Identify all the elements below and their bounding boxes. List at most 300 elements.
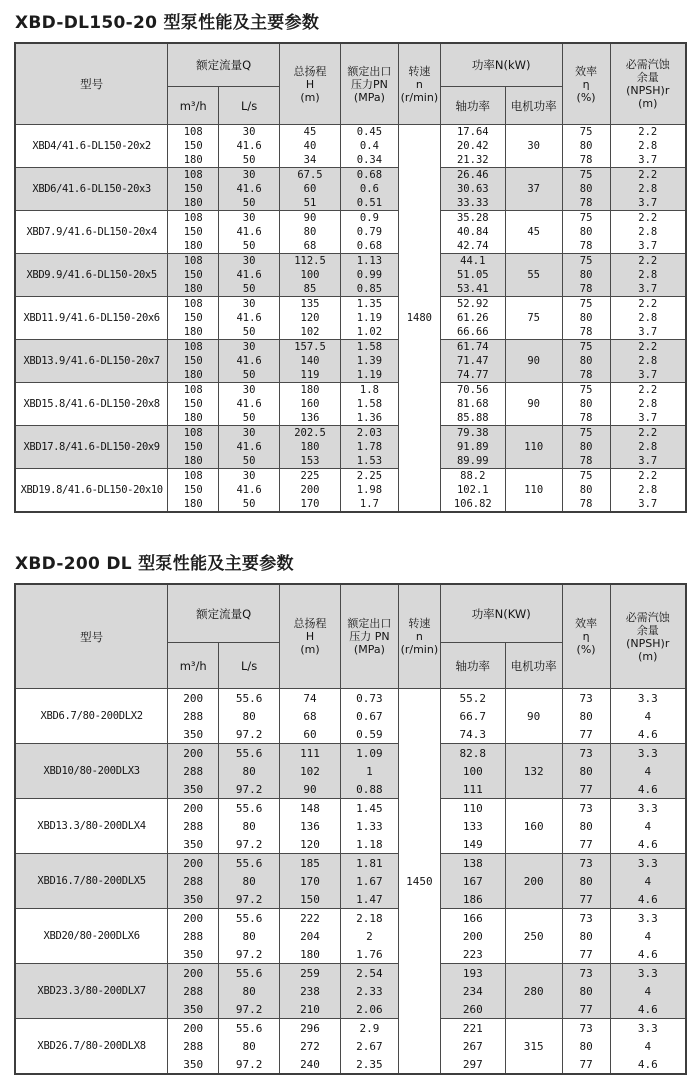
cell-shaft-power: 223 — [440, 945, 505, 964]
cell-efficiency: 73 — [562, 964, 610, 983]
cell-flow-ls: 50 — [219, 368, 280, 383]
cell-motor-power: 280 — [505, 964, 562, 1019]
cell-efficiency: 75 — [562, 168, 610, 183]
header-outlet-pressure — [340, 584, 398, 689]
cell-efficiency: 75 — [562, 469, 610, 484]
cell-flow-ls: 30 — [219, 340, 280, 355]
cell-npsh: 2.8 — [610, 440, 686, 454]
cell-flow-m3h: 200 — [168, 854, 219, 873]
header-model: 型号 — [15, 43, 168, 125]
cell-model: XBD26.7/80-200DLX8 — [15, 1019, 168, 1075]
header-npsh-line: 必需汽蚀 — [625, 58, 670, 71]
cell-flow-ls: 55.6 — [219, 799, 280, 818]
cell-efficiency: 80 — [562, 872, 610, 890]
cell-flow-ls: 80 — [219, 762, 280, 780]
header-speed-line: 转速 — [408, 64, 431, 78]
cell-outlet-pressure: 1.45 — [340, 799, 398, 818]
header-efficiency-line: η — [582, 630, 590, 643]
cell-shaft-power: 82.8 — [440, 744, 505, 763]
cell-flow-ls: 50 — [219, 239, 280, 254]
cell-efficiency: 77 — [562, 890, 610, 909]
header-outlet-pressure-line: 额定出口 — [347, 617, 392, 630]
cell-total-head: 40 — [280, 139, 341, 153]
cell-efficiency: 73 — [562, 689, 610, 708]
cell-flow-ls: 30 — [219, 125, 280, 140]
cell-outlet-pressure: 0.9 — [340, 211, 398, 226]
cell-outlet-pressure: 0.59 — [340, 725, 398, 744]
cell-flow-ls: 41.6 — [219, 268, 280, 282]
cell-flow-ls: 55.6 — [219, 909, 280, 928]
cell-model: XBD10/80-200DLX3 — [15, 744, 168, 799]
cell-npsh: 3.7 — [610, 282, 686, 297]
table-2-title: XBD-200 DL 型泵性能及主要参数 — [15, 554, 294, 574]
cell-model: XBD13.9/41.6-DL150-20x7 — [15, 340, 168, 383]
cell-flow-ls: 55.6 — [219, 854, 280, 873]
cell-efficiency: 75 — [562, 426, 610, 441]
cell-shaft-power: 200 — [440, 927, 505, 945]
pump-parameters-table-1 — [14, 42, 687, 513]
cell-flow-ls: 50 — [219, 282, 280, 297]
cell-model: XBD9.9/41.6-DL150-20x5 — [15, 254, 168, 297]
table-row — [15, 211, 686, 226]
cell-npsh: 2.8 — [610, 268, 686, 282]
cell-total-head: 170 — [280, 872, 341, 890]
cell-efficiency: 77 — [562, 725, 610, 744]
cell-outlet-pressure: 0.88 — [340, 780, 398, 799]
cell-total-head: 160 — [280, 397, 341, 411]
cell-shaft-power: 267 — [440, 1037, 505, 1055]
cell-flow-ls: 97.2 — [219, 945, 280, 964]
cell-flow-m3h: 200 — [168, 744, 219, 763]
cell-efficiency: 75 — [562, 125, 610, 140]
header-power-group: 功率N(KW) — [440, 584, 562, 643]
cell-flow-m3h: 200 — [168, 909, 219, 928]
cell-npsh: 4.6 — [610, 890, 686, 909]
header-speed-line: n — [415, 630, 423, 643]
cell-npsh: 3.7 — [610, 196, 686, 211]
cell-flow-m3h: 150 — [168, 225, 219, 239]
cell-flow-ls: 50 — [219, 411, 280, 426]
cell-total-head: 272 — [280, 1037, 341, 1055]
cell-flow-m3h: 108 — [168, 383, 219, 398]
cell-flow-m3h: 288 — [168, 872, 219, 890]
cell-flow-ls: 55.6 — [219, 964, 280, 983]
cell-flow-m3h: 180 — [168, 497, 219, 512]
cell-model: XBD23.3/80-200DLX7 — [15, 964, 168, 1019]
header-speed-line: 转速 — [408, 617, 431, 630]
cell-shaft-power: 71.47 — [440, 354, 505, 368]
cell-npsh: 4.6 — [610, 1055, 686, 1074]
cell-total-head: 296 — [280, 1019, 341, 1038]
cell-npsh: 2.8 — [610, 311, 686, 325]
cell-flow-m3h: 150 — [168, 311, 219, 325]
cell-total-head: 90 — [280, 780, 341, 799]
cell-motor-power: 75 — [505, 297, 562, 340]
cell-flow-m3h: 108 — [168, 254, 219, 269]
cell-efficiency: 77 — [562, 835, 610, 854]
table-row — [15, 689, 686, 708]
table-row — [15, 297, 686, 312]
cell-npsh: 3.7 — [610, 153, 686, 168]
cell-flow-ls: 97.2 — [219, 725, 280, 744]
cell-outlet-pressure: 1.58 — [340, 340, 398, 355]
cell-outlet-pressure: 2.03 — [340, 426, 398, 441]
cell-flow-ls: 80 — [219, 1037, 280, 1055]
cell-total-head: 135 — [280, 297, 341, 312]
header-total-head-line: H — [305, 77, 315, 91]
cell-shaft-power: 149 — [440, 835, 505, 854]
cell-efficiency: 78 — [562, 411, 610, 426]
cell-npsh: 3.3 — [610, 1019, 686, 1038]
cell-npsh: 2.2 — [610, 168, 686, 183]
cell-shaft-power: 133 — [440, 817, 505, 835]
cell-efficiency: 80 — [562, 762, 610, 780]
header-total-head — [280, 43, 341, 125]
cell-total-head: 51 — [280, 196, 341, 211]
cell-total-head: 60 — [280, 725, 341, 744]
cell-npsh: 4 — [610, 927, 686, 945]
cell-total-head: 68 — [280, 707, 341, 725]
cell-total-head: 34 — [280, 153, 341, 168]
cell-model: XBD13.3/80-200DLX4 — [15, 799, 168, 854]
cell-outlet-pressure: 2.54 — [340, 964, 398, 983]
cell-flow-m3h: 150 — [168, 440, 219, 454]
cell-flow-m3h: 108 — [168, 340, 219, 355]
cell-total-head: 45 — [280, 125, 341, 140]
cell-npsh: 3.7 — [610, 454, 686, 469]
cell-outlet-pressure: 2.25 — [340, 469, 398, 484]
cell-flow-ls: 41.6 — [219, 397, 280, 411]
cell-total-head: 157.5 — [280, 340, 341, 355]
cell-flow-m3h: 350 — [168, 945, 219, 964]
cell-shaft-power: 221 — [440, 1019, 505, 1038]
header-total-head-line: (m) — [300, 90, 320, 104]
cell-outlet-pressure: 2.9 — [340, 1019, 398, 1038]
cell-flow-ls: 30 — [219, 211, 280, 226]
cell-total-head: 74 — [280, 689, 341, 708]
cell-shaft-power: 30.63 — [440, 182, 505, 196]
cell-outlet-pressure: 2.35 — [340, 1055, 398, 1074]
cell-outlet-pressure: 0.67 — [340, 707, 398, 725]
cell-outlet-pressure: 0.79 — [340, 225, 398, 239]
table-row — [15, 383, 686, 398]
cell-efficiency: 73 — [562, 799, 610, 818]
cell-npsh: 2.8 — [610, 139, 686, 153]
cell-efficiency: 80 — [562, 268, 610, 282]
table-row — [15, 1019, 686, 1038]
cell-npsh: 4.6 — [610, 780, 686, 799]
cell-motor-power: 90 — [505, 340, 562, 383]
cell-flow-ls: 55.6 — [219, 744, 280, 763]
cell-efficiency: 78 — [562, 196, 610, 211]
header-total-head — [280, 584, 341, 689]
cell-flow-ls: 41.6 — [219, 311, 280, 325]
cell-shaft-power: 66.7 — [440, 707, 505, 725]
cell-flow-m3h: 288 — [168, 762, 219, 780]
cell-shaft-power: 40.84 — [440, 225, 505, 239]
header-outlet-pressure-line: (MPa) — [353, 90, 385, 104]
cell-shaft-power: 111 — [440, 780, 505, 799]
cell-flow-ls: 80 — [219, 982, 280, 1000]
cell-shaft-power: 21.32 — [440, 153, 505, 168]
cell-flow-ls: 50 — [219, 454, 280, 469]
cell-total-head: 153 — [280, 454, 341, 469]
cell-flow-ls: 97.2 — [219, 1055, 280, 1074]
cell-model: XBD6/41.6-DL150-20x3 — [15, 168, 168, 211]
cell-efficiency: 77 — [562, 1055, 610, 1074]
cell-total-head: 120 — [280, 835, 341, 854]
cell-flow-ls: 80 — [219, 927, 280, 945]
header-npsh-line: (NPSH)r — [626, 636, 670, 650]
header-total-head-line: 总扬程 — [293, 64, 327, 78]
cell-outlet-pressure: 1.47 — [340, 890, 398, 909]
cell-flow-m3h: 150 — [168, 182, 219, 196]
cell-total-head: 111 — [280, 744, 341, 763]
cell-total-head: 238 — [280, 982, 341, 1000]
cell-outlet-pressure: 1.78 — [340, 440, 398, 454]
cell-outlet-pressure: 1.13 — [340, 254, 398, 269]
cell-efficiency: 75 — [562, 383, 610, 398]
cell-speed: 1450 — [398, 689, 440, 1075]
cell-shaft-power: 44.1 — [440, 254, 505, 269]
cell-model: XBD7.9/41.6-DL150-20x4 — [15, 211, 168, 254]
cell-efficiency: 80 — [562, 397, 610, 411]
cell-motor-power: 315 — [505, 1019, 562, 1075]
cell-efficiency: 75 — [562, 297, 610, 312]
cell-flow-m3h: 350 — [168, 1055, 219, 1074]
cell-efficiency: 73 — [562, 744, 610, 763]
cell-total-head: 200 — [280, 483, 341, 497]
cell-motor-power: 250 — [505, 909, 562, 964]
cell-flow-ls: 50 — [219, 497, 280, 512]
table-row — [15, 340, 686, 355]
cell-efficiency: 80 — [562, 182, 610, 196]
cell-npsh: 3.7 — [610, 411, 686, 426]
cell-flow-m3h: 200 — [168, 799, 219, 818]
cell-npsh: 2.2 — [610, 340, 686, 355]
cell-total-head: 170 — [280, 497, 341, 512]
cell-total-head: 136 — [280, 411, 341, 426]
table-row — [15, 469, 686, 484]
cell-shaft-power: 186 — [440, 890, 505, 909]
header-shaft-power: 轴功率 — [440, 87, 505, 125]
cell-shaft-power: 74.77 — [440, 368, 505, 383]
table-row — [15, 744, 686, 763]
cell-outlet-pressure: 0.51 — [340, 196, 398, 211]
cell-shaft-power: 61.74 — [440, 340, 505, 355]
cell-outlet-pressure: 0.68 — [340, 168, 398, 183]
cell-flow-m3h: 108 — [168, 125, 219, 140]
cell-shaft-power: 66.66 — [440, 325, 505, 340]
header-speed — [398, 584, 440, 689]
table-row — [15, 426, 686, 441]
cell-model: XBD19.8/41.6-DL150-20x10 — [15, 469, 168, 513]
cell-npsh: 2.8 — [610, 225, 686, 239]
cell-efficiency: 80 — [562, 483, 610, 497]
cell-total-head: 102 — [280, 325, 341, 340]
cell-total-head: 259 — [280, 964, 341, 983]
cell-outlet-pressure: 1.67 — [340, 872, 398, 890]
cell-flow-ls: 97.2 — [219, 780, 280, 799]
header-total-head-line: H — [305, 630, 315, 643]
header-flow-ls: L/s — [219, 643, 280, 689]
cell-flow-ls: 30 — [219, 426, 280, 441]
cell-efficiency: 73 — [562, 1019, 610, 1038]
cell-npsh: 4.6 — [610, 945, 686, 964]
cell-flow-m3h: 180 — [168, 368, 219, 383]
cell-total-head: 119 — [280, 368, 341, 383]
cell-efficiency: 77 — [562, 780, 610, 799]
cell-outlet-pressure: 1.7 — [340, 497, 398, 512]
cell-outlet-pressure: 2.33 — [340, 982, 398, 1000]
cell-efficiency: 73 — [562, 854, 610, 873]
cell-npsh: 4.6 — [610, 725, 686, 744]
cell-efficiency: 77 — [562, 945, 610, 964]
header-flow-group: 额定流量Q — [168, 43, 280, 87]
header-speed-line: (r/min) — [400, 90, 439, 104]
cell-flow-m3h: 108 — [168, 469, 219, 484]
cell-model: XBD6.7/80-200DLX2 — [15, 689, 168, 744]
cell-npsh: 2.2 — [610, 254, 686, 269]
header-speed-line: n — [415, 77, 423, 91]
cell-outlet-pressure: 1.02 — [340, 325, 398, 340]
cell-flow-m3h: 288 — [168, 707, 219, 725]
cell-npsh: 2.8 — [610, 483, 686, 497]
cell-flow-ls: 97.2 — [219, 835, 280, 854]
header-outlet-pressure-line: (MPa) — [353, 643, 385, 656]
cell-efficiency: 78 — [562, 368, 610, 383]
header-efficiency-line: (%) — [576, 643, 596, 656]
cell-flow-ls: 30 — [219, 469, 280, 484]
cell-npsh: 2.2 — [610, 211, 686, 226]
cell-flow-ls: 97.2 — [219, 890, 280, 909]
cell-shaft-power: 51.05 — [440, 268, 505, 282]
cell-total-head: 102 — [280, 762, 341, 780]
cell-shaft-power: 70.56 — [440, 383, 505, 398]
cell-outlet-pressure: 1.36 — [340, 411, 398, 426]
cell-outlet-pressure: 0.85 — [340, 282, 398, 297]
cell-efficiency: 78 — [562, 454, 610, 469]
cell-total-head: 140 — [280, 354, 341, 368]
cell-flow-m3h: 150 — [168, 139, 219, 153]
cell-npsh: 3.7 — [610, 325, 686, 340]
cell-flow-m3h: 350 — [168, 890, 219, 909]
cell-npsh: 2.2 — [610, 426, 686, 441]
cell-motor-power: 200 — [505, 854, 562, 909]
cell-motor-power: 132 — [505, 744, 562, 799]
cell-total-head: 85 — [280, 282, 341, 297]
cell-outlet-pressure: 1 — [340, 762, 398, 780]
cell-outlet-pressure: 2.18 — [340, 909, 398, 928]
cell-flow-ls: 41.6 — [219, 440, 280, 454]
cell-shaft-power: 234 — [440, 982, 505, 1000]
cell-outlet-pressure: 1.81 — [340, 854, 398, 873]
cell-total-head: 180 — [280, 945, 341, 964]
cell-motor-power: 110 — [505, 426, 562, 469]
cell-efficiency: 78 — [562, 325, 610, 340]
cell-flow-ls: 41.6 — [219, 182, 280, 196]
table-row — [15, 254, 686, 269]
cell-efficiency: 77 — [562, 1000, 610, 1019]
cell-shaft-power: 110 — [440, 799, 505, 818]
cell-shaft-power: 55.2 — [440, 689, 505, 708]
cell-total-head: 136 — [280, 817, 341, 835]
cell-npsh: 4.6 — [610, 835, 686, 854]
table-row — [15, 168, 686, 183]
cell-flow-m3h: 288 — [168, 817, 219, 835]
cell-efficiency: 75 — [562, 254, 610, 269]
cell-outlet-pressure: 1.19 — [340, 311, 398, 325]
cell-outlet-pressure: 2 — [340, 927, 398, 945]
cell-outlet-pressure: 0.4 — [340, 139, 398, 153]
cell-flow-ls: 41.6 — [219, 225, 280, 239]
cell-outlet-pressure: 0.45 — [340, 125, 398, 140]
cell-motor-power: 160 — [505, 799, 562, 854]
cell-total-head: 202.5 — [280, 426, 341, 441]
cell-shaft-power: 89.99 — [440, 454, 505, 469]
cell-efficiency: 80 — [562, 927, 610, 945]
cell-motor-power: 90 — [505, 689, 562, 744]
cell-flow-m3h: 288 — [168, 927, 219, 945]
cell-shaft-power: 88.2 — [440, 469, 505, 484]
cell-shaft-power: 260 — [440, 1000, 505, 1019]
cell-efficiency: 80 — [562, 225, 610, 239]
pump-parameters-table-2 — [14, 583, 687, 1075]
header-speed-line: (r/min) — [400, 643, 439, 656]
cell-npsh: 3.7 — [610, 239, 686, 254]
cell-flow-ls: 80 — [219, 872, 280, 890]
header-efficiency-line: η — [582, 77, 590, 91]
cell-outlet-pressure: 1.58 — [340, 397, 398, 411]
cell-flow-m3h: 150 — [168, 483, 219, 497]
cell-shaft-power: 138 — [440, 854, 505, 873]
cell-flow-ls: 41.6 — [219, 139, 280, 153]
cell-total-head: 120 — [280, 311, 341, 325]
cell-flow-m3h: 180 — [168, 239, 219, 254]
table-row — [15, 909, 686, 928]
cell-npsh: 4 — [610, 982, 686, 1000]
cell-total-head: 112.5 — [280, 254, 341, 269]
cell-shaft-power: 167 — [440, 872, 505, 890]
cell-shaft-power: 166 — [440, 909, 505, 928]
cell-flow-m3h: 350 — [168, 780, 219, 799]
header-total-head-line: 总扬程 — [293, 617, 327, 630]
cell-outlet-pressure: 1.39 — [340, 354, 398, 368]
cell-efficiency: 73 — [562, 909, 610, 928]
cell-shaft-power: 91.89 — [440, 440, 505, 454]
cell-npsh: 2.2 — [610, 297, 686, 312]
cell-flow-ls: 55.6 — [219, 689, 280, 708]
cell-flow-m3h: 288 — [168, 982, 219, 1000]
cell-motor-power: 30 — [505, 125, 562, 168]
table-row — [15, 854, 686, 873]
cell-flow-ls: 50 — [219, 153, 280, 168]
header-motor-power: 电机功率 — [505, 87, 562, 125]
cell-outlet-pressure: 0.99 — [340, 268, 398, 282]
cell-npsh: 4 — [610, 872, 686, 890]
cell-shaft-power: 193 — [440, 964, 505, 983]
cell-flow-m3h: 108 — [168, 168, 219, 183]
cell-flow-ls: 80 — [219, 707, 280, 725]
header-power-group: 功率N(kW) — [440, 43, 562, 87]
header-outlet-pressure-line: 压力 PN — [349, 630, 390, 643]
cell-model: XBD20/80-200DLX6 — [15, 909, 168, 964]
cell-total-head: 240 — [280, 1055, 341, 1074]
cell-outlet-pressure: 1.35 — [340, 297, 398, 312]
cell-npsh: 2.2 — [610, 383, 686, 398]
cell-flow-ls: 30 — [219, 383, 280, 398]
cell-outlet-pressure: 1.33 — [340, 817, 398, 835]
